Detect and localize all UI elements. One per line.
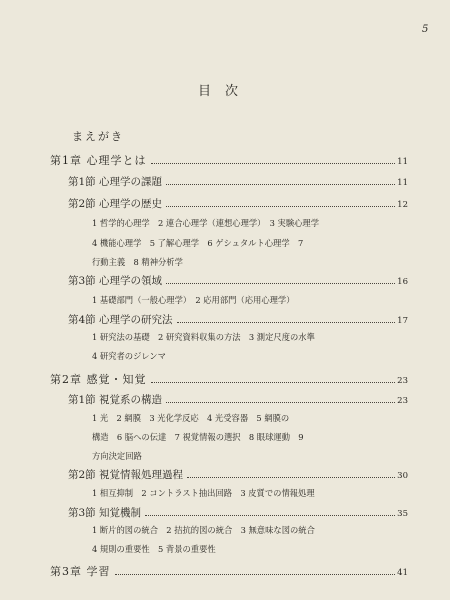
toc-sub-line: 1 基礎部門（一般心理学） 2 応用部門（応用心理学） (92, 295, 295, 305)
toc-sub-line: 方向決定回路 (92, 451, 142, 461)
toc-sub-line: 1 研究法の基礎 2 研究資料収集の方法 3 測定尺度の水準 (92, 332, 315, 342)
toc-entry-label: 第1章 心理学とは (50, 154, 147, 167)
toc-entry-label: 第2章 感覚・知覚 (50, 373, 147, 386)
toc-sub-line: 行動主義 8 精神分析学 (92, 257, 183, 267)
dot-leader (166, 183, 395, 185)
toc-entry-page: 23 (397, 396, 408, 406)
toc-section-2-3 (68, 505, 408, 520)
toc-entry-page: 35 (397, 509, 408, 519)
toc-entry-page: 16 (397, 277, 408, 287)
toc-entry-page: 17 (397, 316, 408, 326)
toc-intro: まえがき (72, 130, 124, 143)
dot-leader (187, 476, 395, 478)
toc-sub-line: 1 哲学的心理学 2 連合心理学（連想心理学） 3 実験心理学 (92, 218, 320, 228)
toc-entry-label: 第3節 心理学の領域 (68, 275, 163, 287)
toc-sub-line: 構造 6 脳への伝達 7 視覚情報の選択 8 眼球運動 9 (92, 432, 304, 442)
toc-title: 目次 (197, 84, 252, 99)
dot-leader (151, 162, 396, 164)
toc-chapter-1 (50, 152, 408, 168)
toc-section-2-2 (68, 467, 408, 482)
toc-chapter-2 (50, 371, 408, 387)
toc-entry-label: 第3節 知覚機制 (68, 507, 142, 519)
toc-entry-page: 12 (397, 200, 408, 210)
toc-sub-line: 4 規則の重要性 5 背景の重要性 (92, 544, 216, 554)
dot-leader (166, 205, 395, 207)
dot-leader (166, 282, 395, 284)
toc-section-1-1 (68, 174, 408, 189)
toc-entry-page: 11 (397, 178, 408, 188)
toc-entry-page: 23 (397, 376, 408, 386)
toc-entry-label: 第1節 視覚系の構造 (68, 394, 163, 406)
dot-leader (151, 381, 396, 383)
toc-chapter-3 (50, 563, 408, 579)
toc-section-1-4 (68, 312, 408, 327)
dot-leader (115, 573, 396, 575)
toc-sub-line: 4 研究者のジレンマ (92, 351, 166, 361)
toc-sub-line: 1 断片的図の統合 2 拮抗的図の統合 3 無意味な図の統合 (92, 525, 315, 535)
page-number: 5 (422, 24, 429, 35)
toc-entry-page: 11 (397, 157, 408, 167)
dot-leader (166, 401, 395, 403)
toc-sub-line: 1 光 2 網膜 3 光化学反応 4 光受容器 5 網膜の (92, 413, 290, 423)
toc-entry-page: 30 (397, 471, 408, 481)
toc-entry-label: 第4節 心理学の研究法 (68, 314, 173, 326)
toc-section-1-3 (68, 273, 408, 288)
toc-entry-label: 第2節 心理学の歴史 (68, 198, 163, 210)
toc-section-1-2 (68, 196, 408, 211)
toc-section-2-1 (68, 392, 408, 407)
toc-sub-line: 4 機能心理学 5 了解心理学 6 ゲシュタルト心理学 7 (92, 238, 304, 248)
toc-entry-label: 第1節 心理学の課題 (68, 176, 163, 188)
toc-entry-page: 41 (397, 568, 408, 578)
toc-sub-line: 1 相互抑制 2 コントラスト抽出回路 3 皮質での情報処理 (92, 488, 315, 498)
toc-entry-label: 第2節 視覚情報処理過程 (68, 469, 184, 481)
dot-leader (177, 321, 396, 323)
toc-entry-label: 第3章 学習 (50, 565, 111, 578)
dot-leader (145, 514, 395, 516)
